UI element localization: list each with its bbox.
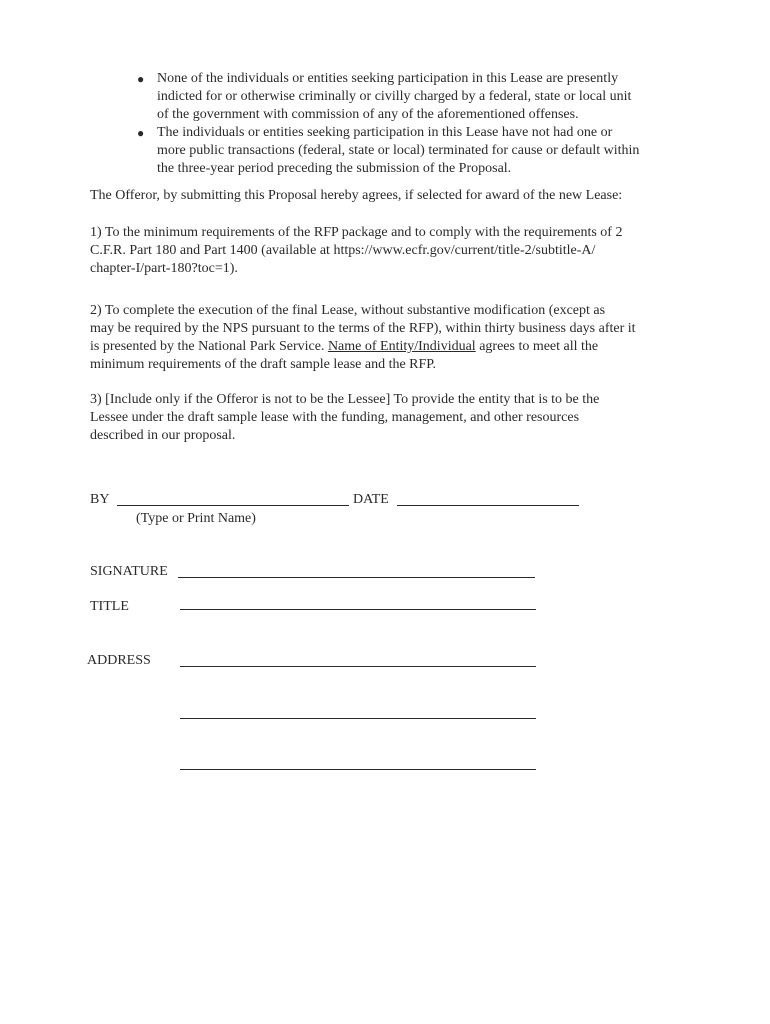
item-1-line-1: 1) To the minimum requirements of the RFP package and to comply with the requirements of 2 <box>90 225 623 240</box>
address-line-3[interactable] <box>180 769 536 770</box>
bullet-2-line-3: the three-year period preceding the submission of the Proposal. <box>157 161 512 176</box>
name-hint: (Type or Print Name) <box>136 511 256 526</box>
item-2-line-3-end: agrees to meet all the <box>475 339 599 354</box>
title-label: TITLE <box>90 599 129 614</box>
intro-paragraph: The Offeror, by submitting this Proposal hereby agrees, if selected for award of the new Lease: <box>90 188 623 203</box>
bullet-marker: ● <box>137 126 145 140</box>
item-2-line-1: 2) To complete the execution of the final Lease, without substantive modification (except as <box>90 303 606 318</box>
item-1-line-2: C.F.R. Part 180 and Part 1400 (available at https://www.ecfr.gov/current/title-2/subtitle-A/ <box>90 243 596 258</box>
date-line[interactable] <box>397 505 579 506</box>
bullet-1-line-1: None of the individuals or entities seeking participation in this Lease are presently <box>157 71 619 86</box>
item-2-line-3 <box>90 338 598 356</box>
bullet-2-line-2: more public transactions (federal, state or local) terminated for cause or default within <box>157 143 640 158</box>
bullet-marker: ● <box>137 72 145 86</box>
bullet-1-line-2: indicted for or otherwise criminally or civilly charged by a federal, state or local unit <box>157 89 632 104</box>
address-line-2[interactable] <box>180 718 536 719</box>
item-3-line-1: 3) [Include only if the Offeror is not to be the Lessee] To provide the entity that is to be the <box>90 392 600 407</box>
item-3-line-3: described in our proposal. <box>90 428 236 443</box>
entity-name-placeholder: Name of Entity/Individual <box>327 339 476 354</box>
by-label: BY <box>90 492 110 507</box>
title-line[interactable] <box>180 609 536 610</box>
item-2-line-3-start: is presented by the National Park Service. <box>90 339 328 354</box>
item-3-line-2: Lessee under the draft sample lease with the funding, management, and other resources <box>90 410 580 425</box>
item-2-line-4: minimum requirements of the draft sample lease and the RFP. <box>90 357 437 372</box>
by-name-line[interactable] <box>117 505 349 506</box>
address-line-1[interactable] <box>180 666 536 667</box>
date-label: DATE <box>353 492 389 507</box>
address-label: ADDRESS <box>87 653 151 668</box>
signature-label: SIGNATURE <box>90 564 168 579</box>
item-2-line-2: may be required by the NPS pursuant to the terms of the RFP), within thirty business days after it <box>90 321 636 336</box>
item-1-line-3: chapter-I/part-180?toc=1). <box>90 261 238 276</box>
bullet-2-line-1: The individuals or entities seeking participation in this Lease have not had one or <box>157 125 613 140</box>
bullet-1-line-3: of the government with commission of any of the aforementioned offenses. <box>157 107 579 122</box>
signature-line[interactable] <box>178 577 535 578</box>
